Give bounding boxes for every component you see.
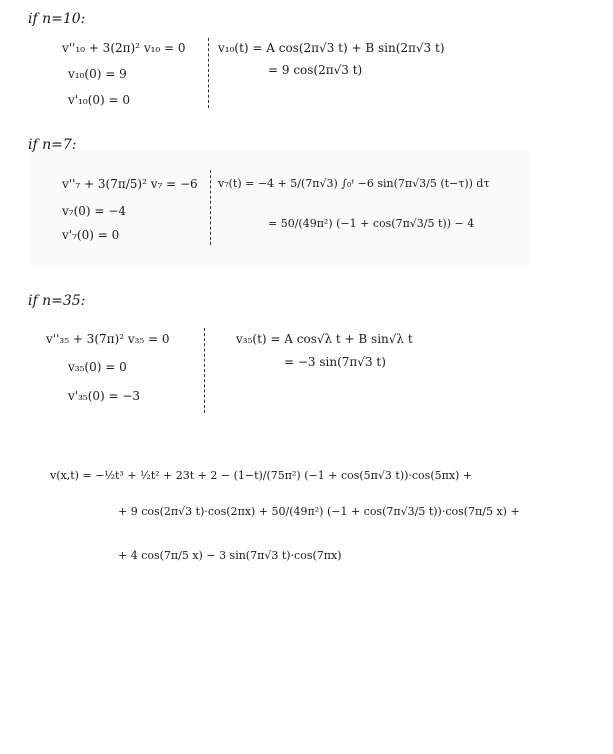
initial-velocity-n10: v'₁₀(0) = 0 (68, 93, 131, 107)
final-solution-line-3: + 4 cos(7π/5 x) − 3 sin(7π√3 t)·cos(7πx) (118, 549, 342, 562)
column-divider-n35 (204, 328, 205, 413)
case-header-n10: if n=10: (28, 11, 86, 27)
final-solution-line-1: v(x,t) = −½t³ + ½t² + 23t + 2 − (1−t)/(75π²) (−1 + cos(5π√3 t))·cos(5πx) + (50, 469, 473, 482)
general-solution-n35: v₃₅(t) = A cos√λ t + B sin√λ t (236, 332, 413, 346)
particular-solution-n10: = 9 cos(2π√3 t) (268, 63, 363, 77)
initial-velocity-n7: v'₇(0) = 0 (62, 228, 120, 242)
final-solution-line-2: + 9 cos(2π√3 t)·cos(2πx) + 50/(49π²) (−1 + cos(7π√3/5 t))·cos(7π/5 x) + (118, 505, 520, 518)
general-solution-n10: v₁₀(t) = A cos(2π√3 t) + B sin(2π√3 t) (218, 41, 445, 55)
ode-n35: v''₃₅ + 3(7π)² v₃₅ = 0 (46, 332, 170, 346)
ode-n10: v''₁₀ + 3(2π)² v₁₀ = 0 (62, 41, 186, 55)
duhamel-solution-n7: v₇(t) = −4 + 5/(7π√3) ∫₀ᵗ −6 sin(7π√3/5 (t−τ)) dτ (218, 177, 490, 190)
case-header-n35: if n=35: (28, 293, 86, 309)
particular-solution-n35: = −3 sin(7π√3 t) (284, 355, 386, 369)
initial-velocity-n35: v'₃₅(0) = −3 (68, 389, 141, 403)
initial-value-n7: v₇(0) = −4 (62, 204, 126, 218)
case-header-n7: if n=7: (28, 137, 77, 153)
initial-value-n35: v₃₅(0) = 0 (68, 360, 127, 374)
initial-value-n10: v₁₀(0) = 9 (68, 67, 127, 81)
column-divider-n7 (210, 170, 211, 245)
ode-n7: v''₇ + 3(7π/5)² v₇ = −6 (62, 177, 198, 191)
particular-solution-n7: = 50/(49π²) (−1 + cos(7π√3/5 t)) − 4 (268, 217, 475, 230)
column-divider-n10 (208, 38, 209, 108)
